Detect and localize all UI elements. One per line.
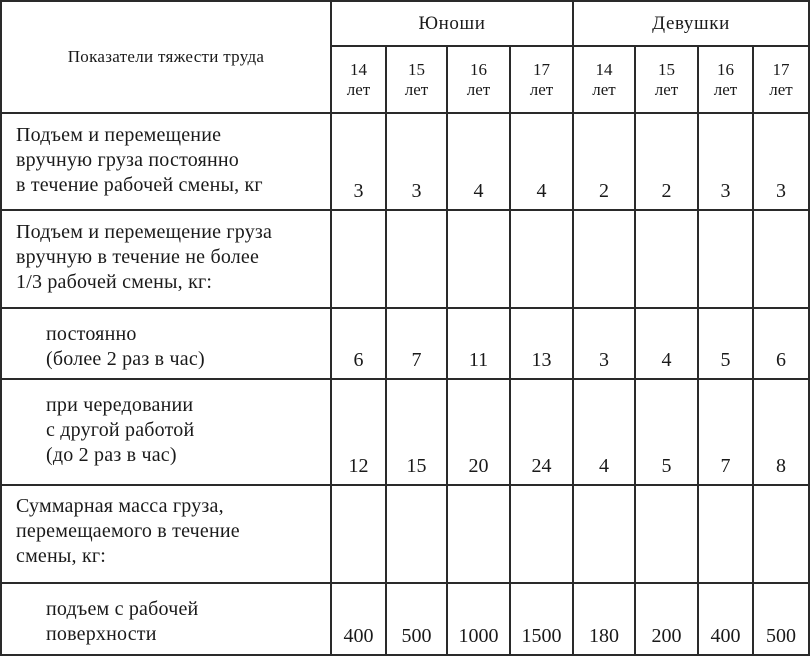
value-cell: 180	[573, 583, 635, 655]
age-header-girls-14	[573, 46, 635, 113]
value-cell: 4	[573, 379, 635, 485]
age-number: 14	[350, 59, 367, 79]
value-cell	[573, 210, 635, 308]
table-row	[1, 308, 809, 379]
value-cell	[698, 210, 753, 308]
value-cell: 3	[573, 308, 635, 379]
row-label-line: (до 2 раз в час)	[46, 444, 177, 466]
row-label	[1, 583, 331, 655]
group-header-girls	[573, 1, 809, 46]
value-cell: 11	[447, 308, 510, 379]
value-cell: 4	[635, 308, 698, 379]
age-unit: лет	[713, 79, 738, 99]
value-cell: 3	[386, 113, 447, 210]
age-number: 17	[533, 59, 550, 79]
value-cell: 5	[698, 308, 753, 379]
value-cell: 7	[698, 379, 753, 485]
row-label-line: поверхности	[46, 623, 157, 645]
header-row-groups	[1, 1, 809, 46]
row-label	[1, 308, 331, 379]
age-unit: лет	[769, 79, 793, 99]
value-cell: 2	[573, 113, 635, 210]
header-label-cell	[1, 1, 331, 113]
age-header-girls-15	[635, 46, 698, 113]
value-cell	[386, 210, 447, 308]
row-label-line: 1/3 рабочей смены, кг:	[16, 271, 213, 293]
group-label-boys: Юноши	[418, 12, 486, 34]
age-unit: лет	[592, 79, 616, 99]
row-label-line: с другой работой	[46, 419, 195, 441]
table-row	[1, 113, 809, 210]
value-cell	[635, 210, 698, 308]
age-unit: лет	[654, 79, 679, 99]
value-cell: 5	[635, 379, 698, 485]
row-label-line: в течение рабочей смены, кг	[16, 174, 263, 196]
value-cell: 6	[753, 308, 809, 379]
value-cell: 1500	[510, 583, 573, 655]
row-label-line: постоянно	[46, 323, 137, 345]
age-number: 16	[470, 59, 487, 79]
value-cell: 24	[510, 379, 573, 485]
age-header-girls-17	[753, 46, 809, 113]
row-label	[1, 210, 331, 308]
value-cell: 12	[331, 379, 386, 485]
age-unit: лет	[466, 79, 491, 99]
value-cell: 500	[753, 583, 809, 655]
age-header-boys-15	[386, 46, 447, 113]
age-header-boys-16	[447, 46, 510, 113]
value-cell	[753, 485, 809, 583]
age-unit: лет	[529, 79, 554, 99]
table-row	[1, 583, 809, 655]
age-unit: лет	[346, 79, 371, 99]
row-label-line: подъем с рабочей	[46, 598, 199, 620]
row-label-line: Подъем и перемещение	[16, 124, 222, 146]
value-cell: 3	[331, 113, 386, 210]
age-header-boys-14	[331, 46, 386, 113]
value-cell	[386, 485, 447, 583]
age-unit: лет	[404, 79, 429, 99]
value-cell: 6	[331, 308, 386, 379]
value-cell	[635, 485, 698, 583]
value-cell: 20	[447, 379, 510, 485]
group-header-boys	[331, 1, 573, 46]
table-row	[1, 379, 809, 485]
value-cell: 3	[698, 113, 753, 210]
header-label: Показатели тяжести труда	[67, 47, 265, 66]
value-cell	[510, 485, 573, 583]
value-cell: 2	[635, 113, 698, 210]
value-cell: 8	[753, 379, 809, 485]
value-cell: 7	[386, 308, 447, 379]
value-cell	[331, 485, 386, 583]
value-cell	[698, 485, 753, 583]
value-cell: 3	[753, 113, 809, 210]
table-row	[1, 210, 809, 308]
value-cell: 4	[510, 113, 573, 210]
age-number: 14	[595, 59, 613, 79]
age-header-girls-16	[698, 46, 753, 113]
table-row	[1, 485, 809, 583]
value-cell: 4	[447, 113, 510, 210]
row-label-line: Подъем и перемещение груза	[16, 221, 273, 243]
row-label	[1, 379, 331, 485]
value-cell: 200	[635, 583, 698, 655]
row-label	[1, 485, 331, 583]
row-label-line: (более 2 раз в час)	[46, 348, 205, 370]
row-label-line: при чередовании	[46, 394, 194, 416]
age-number: 17	[772, 59, 790, 79]
value-cell	[753, 210, 809, 308]
value-cell	[447, 210, 510, 308]
value-cell: 13	[510, 308, 573, 379]
age-header-boys-17	[510, 46, 573, 113]
value-cell: 400	[331, 583, 386, 655]
row-label	[1, 113, 331, 210]
value-cell: 1000	[447, 583, 510, 655]
age-number: 15	[658, 59, 675, 79]
value-cell: 400	[698, 583, 753, 655]
age-number: 16	[717, 59, 734, 79]
value-cell	[331, 210, 386, 308]
value-cell	[510, 210, 573, 308]
value-cell	[573, 485, 635, 583]
row-label-line: перемещаемого в течение	[16, 520, 240, 542]
group-label-girls: Девушки	[652, 12, 730, 34]
row-label-line: смены, кг:	[16, 545, 107, 567]
value-cell	[447, 485, 510, 583]
age-number: 15	[408, 59, 425, 79]
row-label-line: вручную в течение не более	[16, 246, 260, 268]
value-cell: 15	[386, 379, 447, 485]
row-label-line: Суммарная масса груза,	[16, 495, 224, 517]
row-label-line: вручную груза постоянно	[16, 149, 239, 171]
value-cell: 500	[386, 583, 447, 655]
